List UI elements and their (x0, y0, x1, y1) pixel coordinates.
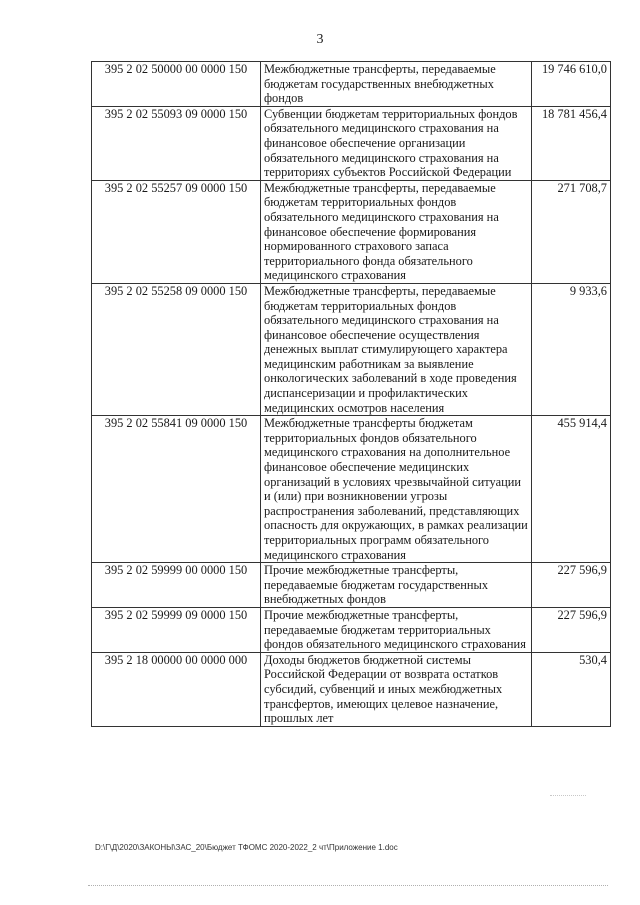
budget-description: Прочие межбюджетные трансферты, передаваемые бюджетам государственных внебюджетных фондов (261, 563, 532, 608)
footer-file-path: D:\Г\Д\2020\ЗАКОНЫ\ЗАС_20\Бюджет ТФОМС 2020-2022_2 чт\Приложение 1.doc (95, 843, 398, 852)
budget-amount: 227 596,9 (532, 607, 611, 652)
budget-amount: 9 933,6 (532, 283, 611, 415)
table-row (92, 607, 611, 652)
budget-amount: 271 708,7 (532, 180, 611, 283)
table-row (92, 62, 611, 107)
scan-artifact (550, 795, 586, 797)
budget-code: 395 2 18 00000 00 0000 000 (92, 652, 261, 726)
budget-code: 395 2 02 55258 09 0000 150 (92, 283, 261, 415)
budget-amount: 19 746 610,0 (532, 62, 611, 107)
budget-code: 395 2 02 50000 00 0000 150 (92, 62, 261, 107)
budget-amount: 530,4 (532, 652, 611, 726)
table-row (92, 416, 611, 563)
budget-amount: 455 914,4 (532, 416, 611, 563)
budget-code: 395 2 02 55257 09 0000 150 (92, 180, 261, 283)
table-row (92, 652, 611, 726)
table-row (92, 563, 611, 608)
budget-code: 395 2 02 55841 09 0000 150 (92, 416, 261, 563)
budget-amount: 18 781 456,4 (532, 106, 611, 180)
budget-description: Межбюджетные трансферты бюджетам территориальных фондов обязательного медицинского страхования на дополнительное финансовое обеспечение медицинских организаций в условиях чрезвычайной ситуации и (или) при возникновении угрозы распространения заболеваний, представляющих опасность для окружающих, в рамках реализации территориальных программ обязательного медицинского страхования (261, 416, 532, 563)
budget-description: Субвенции бюджетам территориальных фондов обязательного медицинского страхования на финансовое обеспечение организации обязательного медицинского страхования на территориях субъектов Российской Федерации (261, 106, 532, 180)
budget-description: Межбюджетные трансферты, передаваемые бюджетам территориальных фондов обязательного медицинского страхования на финансовое обеспечение формирования нормированного страхового запаса территориального фонда обязательного медицинского страхования (261, 180, 532, 283)
budget-description: Межбюджетные трансферты, передаваемые бюджетам территориальных фондов обязательного медицинского страхования на финансовое обеспечение осуществления денежных выплат стимулирующего характера медицинским работникам за выявление онкологических заболеваний в ходе проведения диспансеризации и профилактических медицинских осмотров населения (261, 283, 532, 415)
budget-description: Доходы бюджетов бюджетной системы Российской Федерации от возврата остатков субсидий, субвенций и иных межбюджетных трансфертов, имеющих целевое назначение, прошлых лет (261, 652, 532, 726)
table-row (92, 180, 611, 283)
scan-artifact (88, 885, 608, 889)
budget-description: Межбюджетные трансферты, передаваемые бюджетам государственных внебюджетных фондов (261, 62, 532, 107)
budget-description: Прочие межбюджетные трансферты, передаваемые бюджетам территориальных фондов обязательного медицинского страхования (261, 607, 532, 652)
budget-code: 395 2 02 59999 09 0000 150 (92, 607, 261, 652)
table-row (92, 106, 611, 180)
budget-code: 395 2 02 55093 09 0000 150 (92, 106, 261, 180)
budget-code: 395 2 02 59999 00 0000 150 (92, 563, 261, 608)
budget-amount: 227 596,9 (532, 563, 611, 608)
budget-table (91, 61, 611, 727)
page-number: 3 (316, 32, 324, 47)
table-row (92, 283, 611, 415)
